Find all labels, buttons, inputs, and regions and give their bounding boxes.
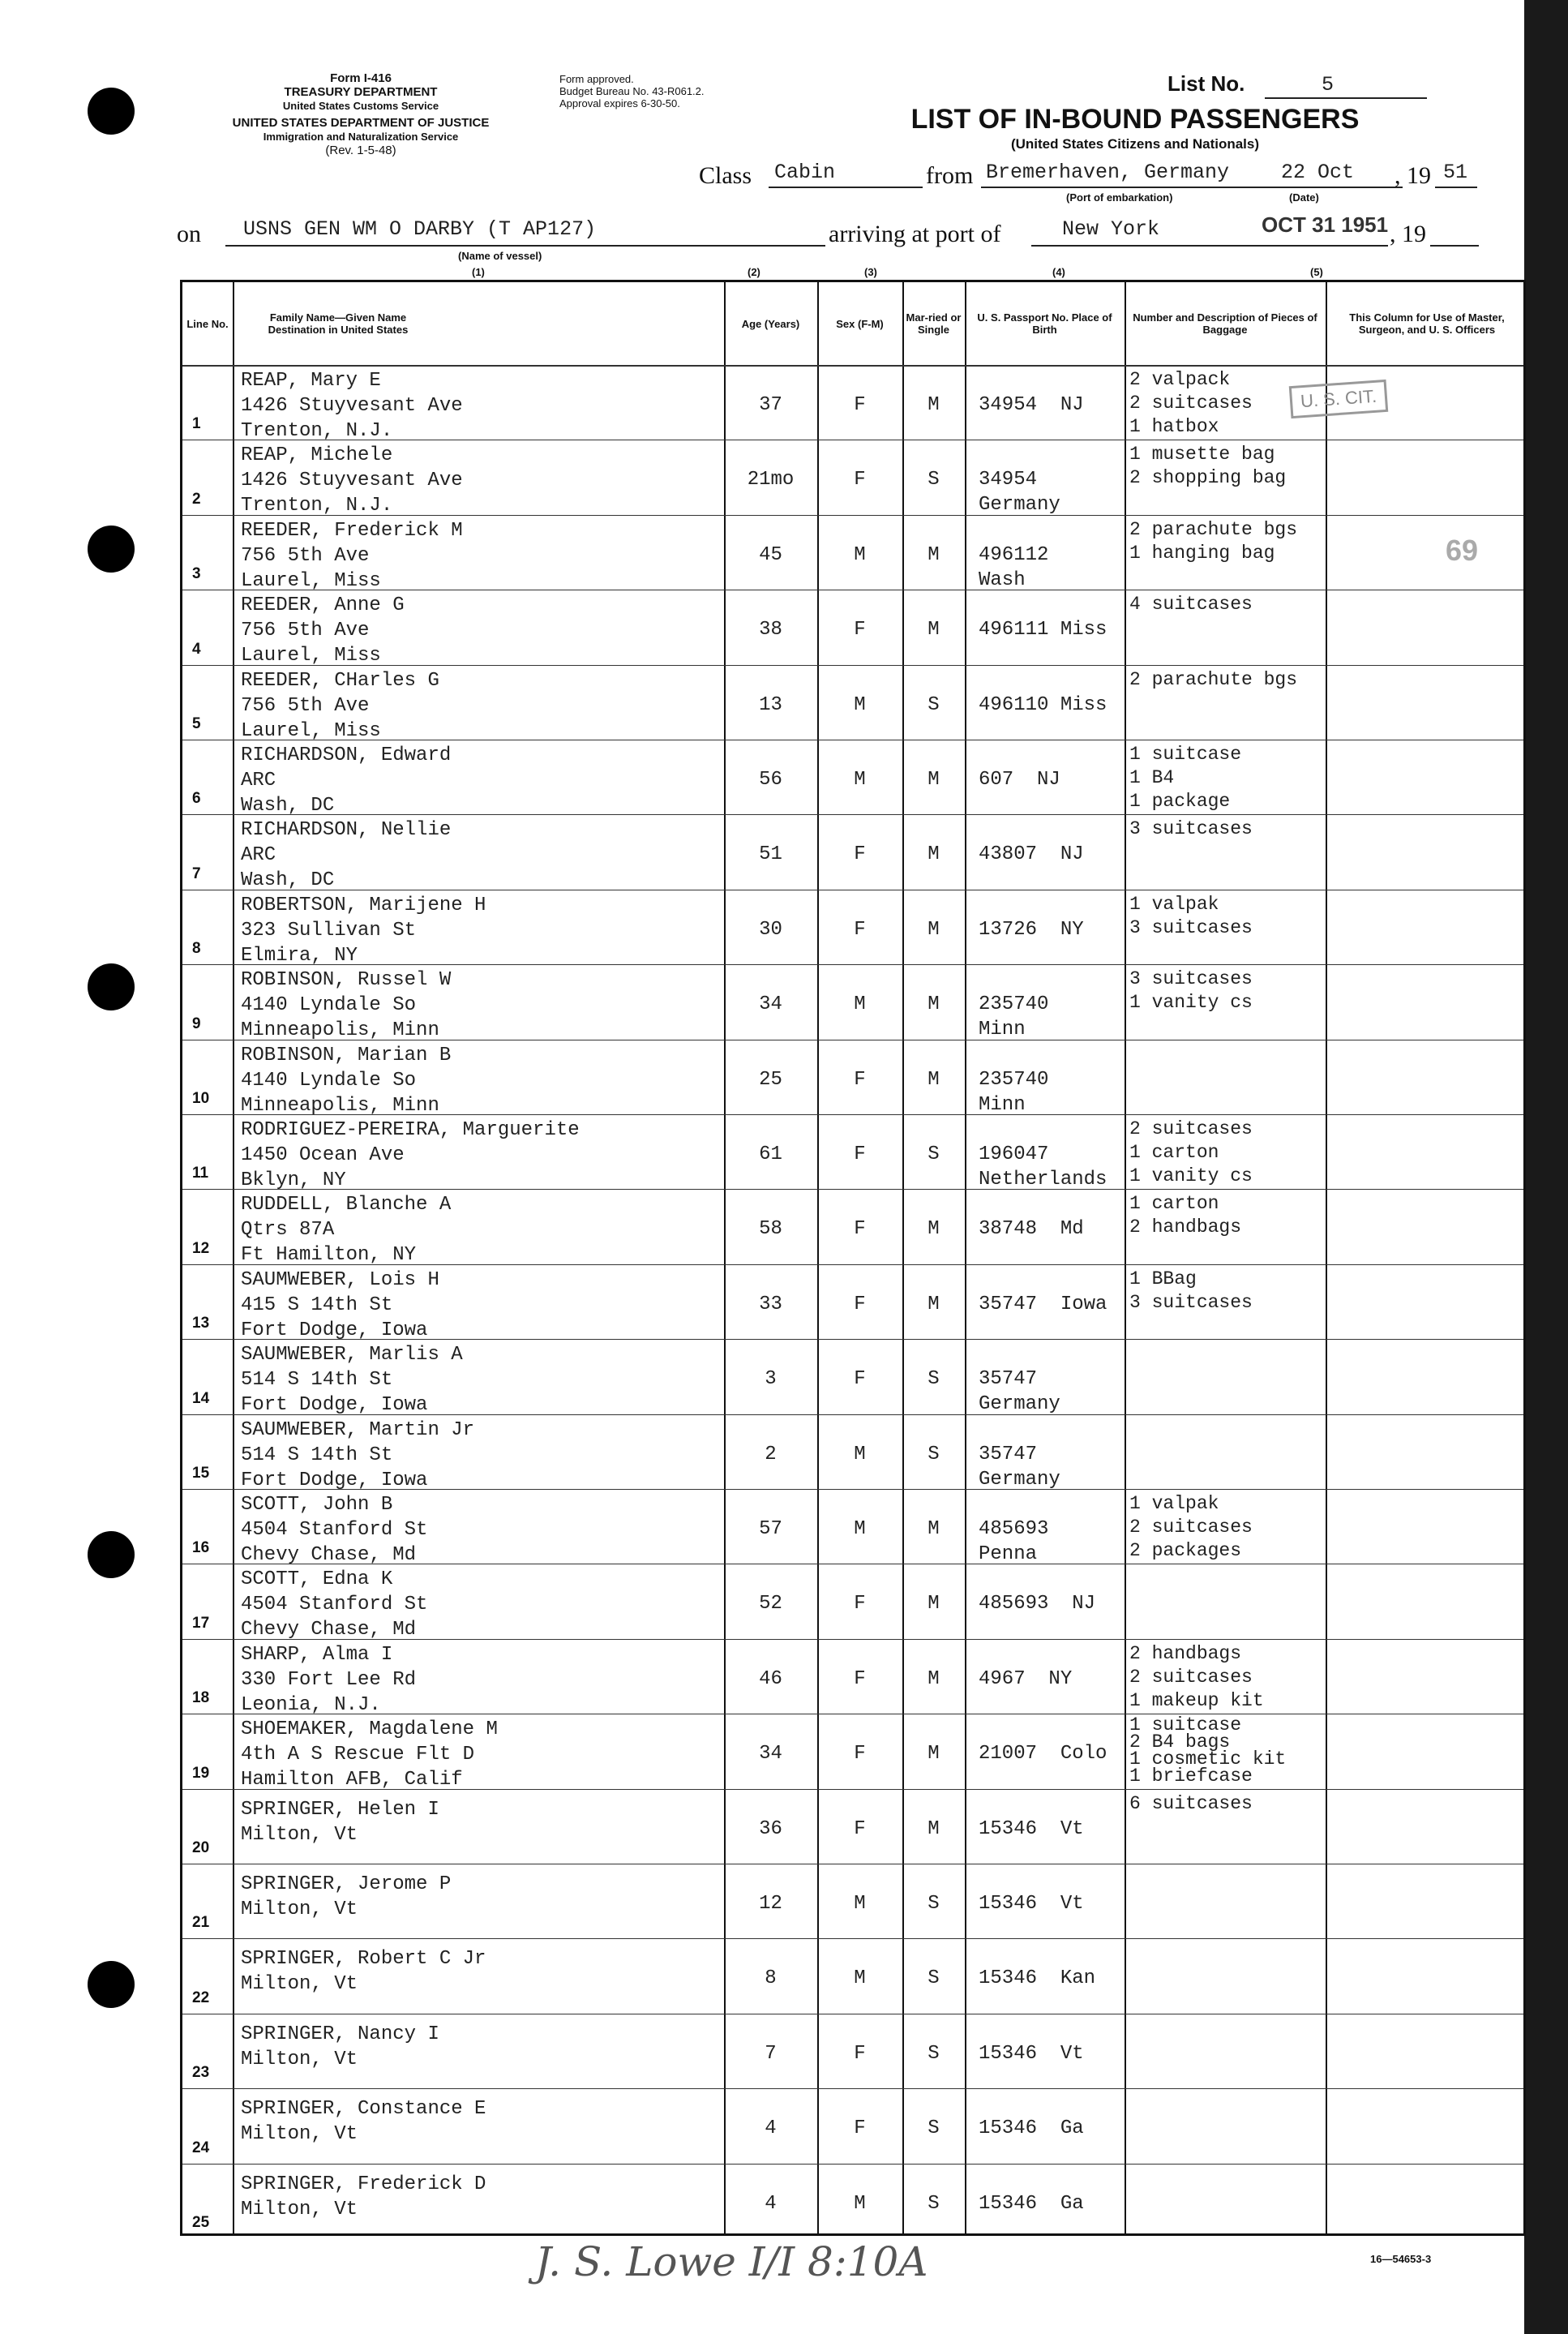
on-label: on (177, 221, 201, 247)
approval-block (559, 73, 770, 109)
passenger-sex: F (854, 1293, 866, 1315)
passenger-age: 56 (759, 769, 782, 791)
passenger-sex: F (854, 1068, 866, 1091)
port-caption: (Port of embarkation) (1066, 191, 1173, 204)
column-number-1: (1) (472, 266, 485, 278)
date-caption: (Date) (1289, 191, 1319, 204)
passenger-age: 21mo (747, 469, 795, 491)
list-number-value: 5 (1322, 73, 1335, 97)
binder-hole (88, 963, 135, 1010)
passenger-passport-birthplace: 485693 NJ (979, 1593, 1096, 1615)
passenger-name-destination: SPRINGER, Nancy I Milton, Vt (241, 2023, 439, 2070)
line-number: 24 (192, 2139, 210, 2156)
passenger-baggage: 6 suitcases (1129, 1792, 1253, 1814)
passenger-name-destination: RICHARDSON, Nellie ARC Wash, DC (241, 819, 452, 892)
passenger-sex: F (854, 843, 866, 866)
header-name-destination: Family Name—Given Name Destination in United States (268, 311, 409, 336)
passenger-passport-birthplace: 485693 Penna (979, 1518, 1049, 1565)
passenger-marital-status: S (928, 693, 940, 716)
passenger-marital-status: S (928, 2117, 940, 2140)
customs-service: United States Customs Service (282, 100, 439, 112)
line-number: 23 (192, 2064, 210, 2082)
header-line-no: Line No. (186, 317, 229, 330)
passenger-marital-status: M (928, 619, 940, 641)
form-agency-block (170, 71, 551, 157)
line-number: 21 (192, 1914, 210, 1932)
passenger-name-destination: RICHARDSON, Edward ARC Wash, DC (241, 744, 452, 817)
passenger-name-destination: SPRINGER, Helen I Milton, Vt (241, 1798, 439, 1846)
passenger-passport-birthplace: 13726 NY (979, 918, 1084, 941)
table-row (182, 1114, 1523, 1189)
passenger-marital-status: M (928, 843, 940, 866)
passenger-passport-birthplace: 15346 Vt (979, 1817, 1084, 1840)
passenger-sex: M (854, 2192, 866, 2215)
table-row (182, 590, 1523, 667)
passenger-passport-birthplace: 15346 Vt (979, 2042, 1084, 2065)
header-passport: U. S. Passport No. Place of Birth (977, 311, 1112, 336)
line-number: 18 (192, 1689, 210, 1707)
passenger-sex: F (854, 1743, 866, 1766)
binder-hole (88, 526, 135, 573)
table-row (182, 1639, 1523, 1714)
passenger-baggage: 4 suitcases (1129, 594, 1253, 616)
passenger-passport-birthplace: 607 NJ (979, 769, 1060, 791)
list-number-label: List No. (1167, 71, 1245, 96)
passenger-passport-birthplace: 496110 Miss (979, 693, 1107, 716)
passenger-baggage: 2 parachute bgs (1129, 668, 1298, 690)
passenger-sex: M (854, 1893, 866, 1915)
passenger-age: 34 (759, 993, 782, 1016)
year-prefix: , 19 (1394, 162, 1431, 189)
year-suffix: 51 (1443, 161, 1468, 184)
passenger-marital-status: S (928, 1893, 940, 1915)
line-number: 9 (192, 1015, 201, 1032)
passenger-name-destination: ROBINSON, Russel W 4140 Lyndale So Minneapolis, Minn (241, 969, 452, 1042)
passenger-table (180, 280, 1526, 2236)
passenger-sex: F (854, 1593, 866, 1615)
line-number: 25 (192, 2213, 210, 2231)
passenger-marital-status: S (928, 1368, 940, 1391)
passenger-age: 37 (759, 394, 782, 416)
passenger-age: 52 (759, 1593, 782, 1615)
arriving-label: arriving at port of (829, 221, 1001, 247)
column-number-2: (2) (748, 266, 760, 278)
passenger-age: 46 (759, 1667, 782, 1690)
passenger-passport-birthplace: 34954 NJ (979, 394, 1084, 416)
column-number-3: (3) (864, 266, 877, 278)
passenger-name-destination: RUDDELL, Blanche A Qtrs 87A Ft Hamilton, NY (241, 1194, 452, 1267)
table-row (182, 740, 1523, 817)
header-officers: This Column for Use of Master, Surgeon, and U. S. Officers (1349, 311, 1505, 336)
line-number: 22 (192, 1989, 210, 2006)
passenger-age: 30 (759, 918, 782, 941)
passenger-marital-status: S (928, 469, 940, 491)
line-number: 16 (192, 1539, 210, 1557)
passenger-baggage: 2 suitcases 1 carton 1 vanity cs (1129, 1118, 1253, 1186)
passenger-marital-status: M (928, 1593, 940, 1615)
passenger-age: 13 (759, 693, 782, 716)
passenger-passport-birthplace: 15346 Kan (979, 1967, 1096, 1990)
passenger-name-destination: SPRINGER, Frederick D Milton, Vt (241, 2173, 486, 2220)
line-number: 19 (192, 1764, 210, 1782)
passenger-baggage: 2 handbags 2 suitcases 1 makeup kit (1129, 1642, 1264, 1711)
from-label: from (926, 162, 974, 189)
passenger-passport-birthplace: 496111 Miss (979, 619, 1107, 641)
passenger-age: 3 (765, 1368, 777, 1391)
passenger-name-destination: SPRINGER, Robert C Jr Milton, Vt (241, 1948, 486, 1996)
passenger-age: 8 (765, 1967, 777, 1990)
line-number: 13 (192, 1315, 210, 1332)
passenger-sex: M (854, 769, 866, 791)
passenger-marital-status: M (928, 1817, 940, 1840)
passenger-sex: F (854, 1218, 866, 1241)
passenger-name-destination: REEDER, CHarles G 756 5th Ave Laurel, Miss (241, 669, 439, 742)
passenger-passport-birthplace: 35747 Germany (979, 1368, 1060, 1416)
passenger-name-destination: SAUMWEBER, Lois H 415 S 14th St Fort Dodge, Iowa (241, 1268, 439, 1341)
passenger-baggage: 1 valpak 3 suitcases (1129, 893, 1253, 938)
header-sex: Sex (F-M) (836, 317, 884, 330)
passenger-sex: M (854, 543, 866, 566)
passenger-baggage: 1 suitcase 1 B4 1 package (1129, 744, 1242, 812)
passenger-marital-status: M (928, 918, 940, 941)
approval-line-2: Budget Bureau No. 43-R061.2. (559, 85, 705, 97)
passenger-name-destination: ROBERTSON, Marijene H 323 Sullivan St Elmira, NY (241, 894, 486, 967)
passenger-sex: F (854, 1817, 866, 1840)
passenger-name-destination: SCOTT, Edna K 4504 Stanford St Chevy Chase, Md (241, 1568, 428, 1641)
binder-hole (88, 1531, 135, 1578)
table-row (182, 1864, 1523, 1938)
passenger-name-destination: REAP, Mary E 1426 Stuyvesant Ave Trenton, N.J. (241, 370, 463, 442)
passenger-marital-status: M (928, 394, 940, 416)
passenger-baggage: 2 valpack 2 suitcases 1 hatbox (1129, 369, 1253, 437)
passenger-age: 33 (759, 1293, 782, 1315)
departure-date: 22 Oct (1281, 161, 1355, 184)
passenger-baggage: 1 valpak 2 suitcases 2 packages (1129, 1493, 1253, 1561)
table-row (182, 1489, 1523, 1564)
line-number: 10 (192, 1089, 210, 1107)
table-row (182, 1264, 1523, 1339)
line-number: 2 (192, 490, 201, 508)
binder-hole (88, 1961, 135, 2008)
passenger-name-destination: SPRINGER, Constance E Milton, Vt (241, 2098, 486, 2146)
us-citizen-stamp: U. S. CIT. (1289, 380, 1389, 418)
arrival-port: New York (1062, 217, 1160, 241)
line-number: 8 (192, 940, 201, 958)
port-of-embarkation: Bremerhaven, Germany (986, 161, 1230, 184)
header-age: Age (Years) (741, 317, 800, 330)
passenger-passport-birthplace: 35747 Iowa (979, 1293, 1107, 1315)
class-label: Class (699, 162, 752, 189)
form-title: LIST OF IN-BOUND PASSENGERS (910, 104, 1360, 135)
header-married: Mar-ried or Single (906, 311, 962, 336)
passenger-passport-birthplace: 34954 Germany (979, 469, 1060, 517)
passenger-passport-birthplace: 235740 Minn (979, 1068, 1049, 1116)
passenger-name-destination: RODRIGUEZ-PEREIRA, Marguerite 1450 Ocean Ave Bklyn, NY (241, 1119, 580, 1191)
immigration-service: Immigration and Naturalization Service (263, 131, 459, 143)
passenger-sex: M (854, 693, 866, 716)
passenger-age: 12 (759, 1893, 782, 1915)
passenger-marital-status: M (928, 1667, 940, 1690)
passenger-passport-birthplace: 196047 Netherlands (979, 1143, 1107, 1191)
passenger-marital-status: S (928, 2192, 940, 2215)
passenger-marital-status: M (928, 1218, 940, 1241)
column-number-5: (5) (1310, 266, 1323, 278)
passenger-name-destination: SPRINGER, Jerome P Milton, Vt (241, 1873, 452, 1920)
passenger-marital-status: M (928, 1743, 940, 1766)
treasury-department: TREASURY DEPARTMENT (284, 85, 438, 99)
passenger-passport-birthplace: 43807 NJ (979, 843, 1084, 866)
passenger-sex: M (854, 1443, 866, 1465)
line-number: 3 (192, 565, 201, 583)
passenger-marital-status: M (928, 1518, 940, 1540)
passenger-age: 2 (765, 1443, 777, 1465)
header-baggage: Number and Description of Pieces of Baggage (1133, 311, 1317, 336)
line-number: 7 (192, 865, 201, 882)
table-row (182, 2164, 1523, 2238)
table-row (182, 1938, 1523, 2013)
passenger-name-destination: REAP, Michele 1426 Stuyvesant Ave Trenton, N.J. (241, 444, 463, 517)
line-number: 6 (192, 790, 201, 808)
arrival-date-stamp: OCT 31 1951 (1262, 212, 1389, 237)
passenger-age: 4 (765, 2117, 777, 2140)
passenger-marital-status: S (928, 2042, 940, 2065)
passenger-baggage: 1 carton 2 handbags (1129, 1193, 1242, 1238)
arrival-year-prefix: , 19 (1390, 221, 1426, 247)
passenger-baggage: 1 musette bag 2 shopping bag (1129, 444, 1287, 489)
passenger-name-destination: SAUMWEBER, Martin Jr 514 S 14th St Fort Dodge, Iowa (241, 1418, 475, 1491)
footer-code: 16—54653-3 (1370, 2253, 1432, 2265)
vessel-caption: (Name of vessel) (458, 250, 542, 262)
passenger-sex: F (854, 469, 866, 491)
passenger-name-destination: REEDER, Frederick M 756 5th Ave Laurel, Miss (241, 519, 463, 592)
table-row (182, 1714, 1523, 1791)
table-row (182, 964, 1523, 1042)
table-row (182, 814, 1523, 892)
approval-line-3: Approval expires 6-30-50. (559, 97, 680, 109)
passenger-age: 36 (759, 1817, 782, 1840)
passenger-passport-birthplace: 4967 NY (979, 1667, 1073, 1690)
passenger-passport-birthplace: 21007 Colo (979, 1743, 1107, 1766)
passenger-sex: F (854, 1143, 866, 1165)
table-row (182, 665, 1523, 740)
line-number: 20 (192, 1838, 210, 1856)
passenger-passport-birthplace: 235740 Minn (979, 993, 1049, 1041)
binder-hole (88, 88, 135, 135)
table-row (182, 890, 1523, 967)
passenger-age: 4 (765, 2192, 777, 2215)
form-number: Form I-416 (330, 71, 392, 85)
passenger-sex: M (854, 1967, 866, 1990)
table-row (182, 440, 1523, 517)
passenger-marital-status: M (928, 993, 940, 1016)
passenger-marital-status: S (928, 1443, 940, 1465)
passenger-sex: M (854, 1518, 866, 1540)
passenger-age: 58 (759, 1218, 782, 1241)
column-number-4: (4) (1052, 266, 1065, 278)
passenger-passport-birthplace: 15346 Ga (979, 2192, 1084, 2215)
passenger-name-destination: SCOTT, John B 4504 Stanford St Chevy Chase, Md (241, 1494, 428, 1566)
passenger-name-destination: REEDER, Anne G 756 5th Ave Laurel, Miss (241, 594, 405, 667)
justice-department: UNITED STATES DEPARTMENT OF JUSTICE (232, 116, 490, 130)
passenger-age: 51 (759, 843, 782, 866)
passenger-marital-status: S (928, 1967, 940, 1990)
passenger-age: 25 (759, 1068, 782, 1091)
passenger-sex: F (854, 2042, 866, 2065)
line-number: 12 (192, 1239, 210, 1257)
passenger-sex: F (854, 1368, 866, 1391)
table-row (182, 1789, 1523, 1864)
revision-date: (Rev. 1-5-48) (325, 144, 396, 157)
class-value: Cabin (774, 161, 836, 184)
line-number: 14 (192, 1389, 210, 1407)
passenger-name-destination: SAUMWEBER, Marlis A 514 S 14th St Fort Dodge, Iowa (241, 1344, 463, 1417)
passenger-name-destination: SHARP, Alma I 330 Fort Lee Rd Leonia, N.J. (241, 1643, 417, 1716)
table-row (182, 1564, 1523, 1641)
table-row (182, 515, 1523, 590)
passenger-sex: F (854, 394, 866, 416)
passenger-marital-status: M (928, 543, 940, 566)
inspector-signature: J. S. Lowe I/I 8:10A (535, 2238, 928, 2285)
passenger-age: 7 (765, 2042, 777, 2065)
passenger-age: 45 (759, 543, 782, 566)
passenger-passport-birthplace: 15346 Vt (979, 1893, 1084, 1915)
passenger-baggage: 1 suitcase 2 B4 bags 1 cosmetic kit 1 briefcase (1129, 1714, 1287, 1787)
form-subtitle: (United States Citizens and Nationals) (1010, 136, 1260, 152)
passenger-passport-birthplace: 496112 Wash (979, 543, 1049, 591)
line-number: 11 (192, 1165, 209, 1182)
table-row (182, 1339, 1523, 1417)
table-row (182, 1414, 1523, 1489)
line-number: 5 (192, 714, 201, 732)
passenger-sex: F (854, 918, 866, 941)
passenger-age: 34 (759, 1743, 782, 1766)
passenger-baggage: 3 suitcases 1 vanity cs (1129, 968, 1253, 1014)
approval-line-1: Form approved. (559, 73, 634, 85)
passenger-marital-status: S (928, 1143, 940, 1165)
table-row (182, 1040, 1523, 1117)
passenger-baggage: 1 BBag 3 suitcases (1129, 1268, 1253, 1313)
passenger-baggage: 3 suitcases (1129, 818, 1253, 840)
passenger-age: 38 (759, 619, 782, 641)
line-number: 4 (192, 640, 201, 658)
passenger-sex: F (854, 2117, 866, 2140)
table-row (182, 1189, 1523, 1267)
passenger-marital-status: M (928, 1293, 940, 1315)
passenger-name-destination: ROBINSON, Marian B 4140 Lyndale So Minneapolis, Minn (241, 1044, 452, 1117)
table-row (182, 2088, 1523, 2163)
passenger-sex: M (854, 993, 866, 1016)
passenger-sex: F (854, 619, 866, 641)
vessel-name: USNS GEN WM O DARBY (T AP127) (243, 217, 597, 241)
passenger-age: 57 (759, 1518, 782, 1540)
passenger-passport-birthplace: 15346 Ga (979, 2117, 1084, 2140)
line-number: 17 (192, 1614, 210, 1632)
passenger-marital-status: M (928, 769, 940, 791)
passenger-age: 61 (759, 1143, 782, 1165)
passenger-baggage: 2 parachute bgs 1 hanging bag (1129, 518, 1298, 564)
passenger-sex: F (854, 1667, 866, 1690)
passenger-marital-status: M (928, 1068, 940, 1091)
passenger-passport-birthplace: 38748 Md (979, 1218, 1084, 1241)
passenger-name-destination: SHOEMAKER, Magdalene M 4th A S Rescue Flt D Hamilton AFB, Calif (241, 1718, 498, 1791)
passenger-passport-birthplace: 35747 Germany (979, 1443, 1060, 1491)
line-number: 1 (192, 415, 201, 433)
margin-number: 69 (1446, 534, 1479, 567)
table-row (182, 2014, 1523, 2088)
line-number: 15 (192, 1464, 210, 1482)
